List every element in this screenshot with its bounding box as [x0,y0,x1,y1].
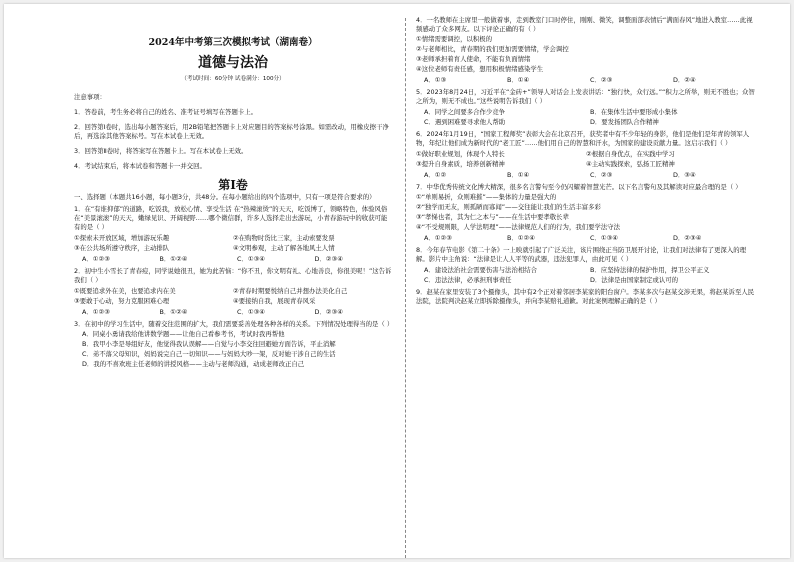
notice-item: 2．回答第Ⅰ卷时，选出每小题答案后，用2B铅笔把答题卡上对应题目的答案标号涂黑。如需改动，用橡皮擦干净后，再选涂其他答案标号。写在本试卷上无效。 [74,123,389,140]
answer-choice: D．法律是由国家制定或认可的 [590,276,678,284]
notice-item: 3．回答第Ⅱ卷时，将答案写在答题卡上。写在本试卷上无效。 [74,147,248,155]
question-3 [74,320,392,369]
statement: ②在购物时货比三家，主动索要发票 [233,234,335,242]
answer-choice: D．②④ [673,76,696,84]
answer-choice: C．①③④ [237,308,266,316]
statement: ①“单则易折，众则难摧”——集体的力量是强大的 [416,193,557,201]
statement: ④文明参观，主动了解各地风土人情 [233,244,335,252]
statement: ④要接纳自我，展现青春风采 [233,297,316,305]
question-stem: 4．一名教师在主席里一般做着事，走到教室门口时停住，刚刚、微笑，调整面部表情后“满面春风”地进入教室……此视频感动了众多网友。以下评论正确的有（ ） [416,16,753,33]
answer-choice: A．同桌小勇请我给他讲数学题——让他自己看参考书，考试时我再帮他 [82,330,285,338]
answer-choice: A．①②③ [82,308,110,316]
statement: ③在公共场所遵守秩序，主动排队 [74,244,170,252]
answer-choice: C．①③④ [590,234,619,242]
answer-choice: A．①② [424,171,447,179]
statement: ①情绪需要调控，以积极的 [416,35,493,43]
statement: ②根据自身优点，在实践中学习 [586,150,675,158]
column-divider [405,18,406,558]
statement: ③老师承担着育人使命，不能有负面情绪 [416,55,531,63]
question-1 [74,205,392,264]
answer-choice: D．②③④ [314,308,343,316]
answer-choice: A．①②③ [424,234,452,242]
answer-choice: B．①②④ [159,308,188,316]
question-8 [416,246,756,285]
answer-choice: C．②③ [590,76,613,84]
question-9 [416,288,756,306]
statement: ④“不受规则限，人学法明理”——法律规范人们的行为，我们要学法守法 [416,223,621,231]
statement: ③要敢于心动，努力克服困难心理 [74,297,170,305]
answer-choice: B．①②④ [507,234,535,242]
question-stem: 9．赵某在家里安装了3个摄像头，其中有2个正对着邻居李某家的阳台窗户。李某多次与赵某交涉无果，将赵某诉至人民法院，法院判决赵某立即拆除摄像头，并向李某赔礼道歉。对此案例理解正确的是（ ） [416,288,755,305]
question-4 [416,16,756,85]
question-stem: 6．2024年1月19日，“国家工程师奖”表彰大会在北京召开，获奖者中有不少年轻的身影，他们是他们是年青的领军人物，年纪让他们成为新时代的“老工匠”……他们用自己的智慧和汗水，为国家的建设贡献力量。这启示我们（ ） [416,130,750,147]
answer-choice: D．我的不喜欢班主任老师的讲授风格——主动与老师沟通，动成老师改正自己 [82,360,305,368]
statement: ②青春时期要悦纳自己并想办法美化自己 [233,287,348,295]
notice-item: 4．考试结束后，将本试卷和答题卡一并交回。 [74,162,206,170]
answer-choice: D．要发扬团队合作精神 [590,118,659,126]
answer-choice: B．应坚持法律的保护作用，捍卫公平正义 [590,266,710,274]
question-stem: 2．初中生小雪长了青春痘，同学说她很丑，她为此苦恼：“你不丑，你文明有礼、心地善良，你很美呢！”这告诉我们（ ） [74,267,392,284]
notice-heading: 注意事项： [74,93,106,101]
answer-choice: A．①②③ [82,255,110,263]
statement: ②与老师相比，青春期的我们更加需要情绪，学会调控 [416,45,569,53]
question-7 [416,183,756,243]
answer-choice: A．建设法治社会需要伤害与法治相结合 [424,266,538,274]
volume-heading: 第Ⅰ卷 [218,178,248,192]
answer-choice: C．遇到困难要寻求他人帮助 [424,118,506,126]
exam-info: （考试时间：60分钟 试卷满分：100分） [181,76,285,82]
statement: ②“独学而无友，则孤陋而寡闻”——交往能让我们的生活丰富多彩 [416,203,601,211]
question-6 [416,130,756,180]
answer-choice: B．①④ [507,76,530,84]
right-column [416,16,756,306]
answer-choice: D．③④ [673,171,696,179]
question-2 [74,267,392,317]
subject-title: 道德与法治 [198,55,268,71]
left-column [74,16,392,369]
statement: ①探索未开放区域，增加游玩乐趣 [74,234,170,242]
question-stem: 3．在初中的学习生活中，随着交往范围的扩大，我们需要妥善处理各种各样的关系。下列情况处理得当的是（ ） [74,320,394,328]
answer-choice: A．①③ [424,76,447,84]
question-stem: 7．中华优秀传统文化博大精深，很多名言警句至今仍闪耀着智慧光芒。以下名言警句及其解读对应最合理的是（ ） [416,183,742,191]
question-stem: 1．在“有谁抑郁”的道路，吃饭我，放松心情、享受生活 在“热辣滚烫”的天天，吃饭博了，领略特色，体验风俗 在“美景滚滚”的天天，嫩绿见识、开阔视野……哪个微信群，许多人选择走出去游玩，小青春游玩中的收获可能有的是（ ） [74,205,388,231]
answer-choice: C．①③④ [237,255,266,263]
statement: ④这位老师有责任感，想用积极情绪感染学生 [416,65,544,73]
statement: ③提升自身素质，培养创新精神 [416,160,505,168]
answer-choice: C．②③ [590,171,613,179]
statement: ③“孝悌也者，其为仁之本与”——在生活中要孝敬长辈 [416,213,569,221]
answer-choice: B．我甲小李是导组好友，他觉得我认误解——自觉与小李交往回避她方面告诉，平止消解 [82,340,336,348]
statement: ④主动实践探索，弘扬工匠精神 [586,160,675,168]
question-stem: 5．2023年8月24日，习近平在“金砖+”领导人对话会上发表讲话：“独行快，众行远。”“积力之所举，则无不胜也；众智之所为，则无不成也。”这些说明告诉我们（ ） [416,88,755,105]
question-stem: 8．今年春节电影《第二十条》一上映就引起了广泛关注，该片围绕正当防卫展开讨论，让我们对法律有了更深入的理解。影片中主角说：“法律是让人人平等的武器，违法犯罪人，由此可见（ ） [416,246,746,263]
answer-choice: D．②③④ [673,234,702,242]
section-intro: 一、选择题（本题共16小题，每小题3分，共48分。在每小题给出的四个选项中，只有一项是符合要求的） [74,193,376,201]
answer-choice: D．②③④ [314,255,343,263]
answer-choice: A．同学之间要多合作少竞争 [424,108,506,116]
statement: ①做好职业规划，体现个人特长 [416,150,505,158]
exam-title: 2024年中考第三次模拟考试（湖南卷） [148,37,318,48]
answer-choice: C．违法法律，必承担刑事责任 [424,276,512,284]
answer-choice: B．①④ [507,171,530,179]
notice-item: 1．答卷前，考生务必将自己的姓名、准考证号填写在答题卡上。 [74,108,258,116]
answer-choice: C．弟不落父母知识，妈妈说完自己一切知识——与妈妈大吵一架，反对她干涉自己的生活 [82,350,336,358]
exam-paper [4,4,790,558]
answer-choice: B．①②④ [159,255,188,263]
question-5 [416,88,756,127]
statement: ①既要追求外在美，也要追求内在美 [74,287,176,295]
answer-choice: B．在集体生活中要形成小集体 [590,108,678,116]
